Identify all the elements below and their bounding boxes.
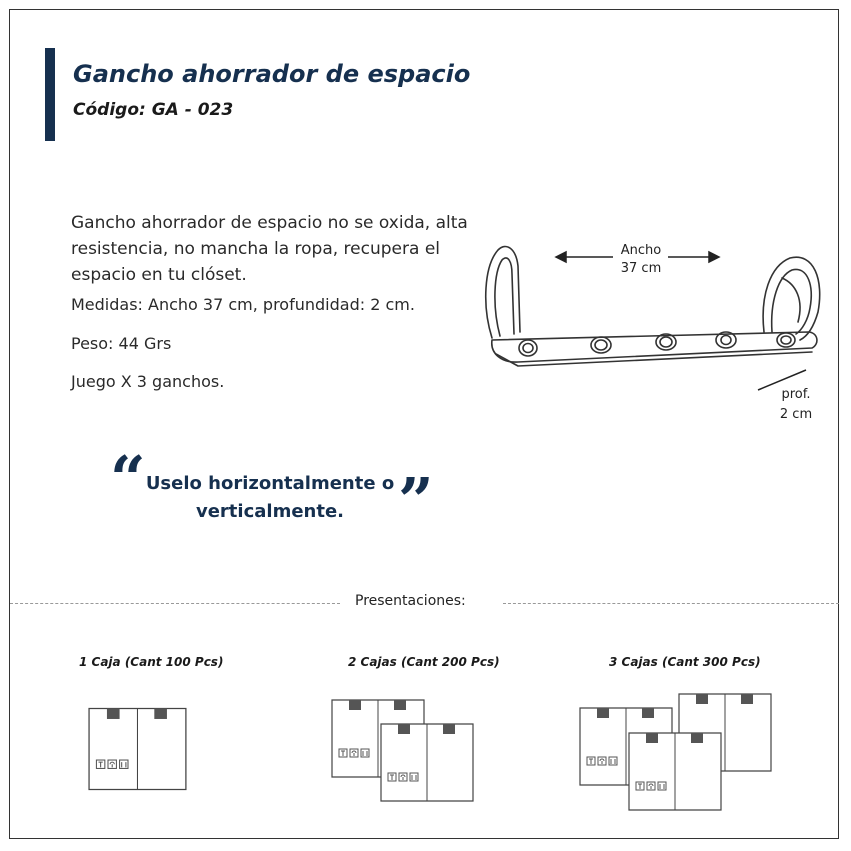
quote-close-mark: ”	[398, 464, 434, 537]
title-accent-bar	[45, 48, 55, 141]
divider-right	[503, 603, 839, 604]
product-code: Código: GA - 023	[73, 100, 234, 120]
measures-text: Medidas: Ancho 37 cm, profundidad: 2 cm.	[71, 295, 415, 314]
set-text: Juego X 3 ganchos.	[71, 372, 225, 391]
quote-open-mark: “	[110, 442, 146, 515]
product-title: Gancho ahorrador de espacio	[73, 60, 471, 88]
presentation-2-title: 2 Cajas (Cant 200 Pcs)	[348, 655, 500, 669]
divider-left	[10, 603, 340, 604]
box-1	[89, 708, 186, 789]
usage-quote: Uselo horizontalmente o verticalmente.	[145, 473, 395, 522]
presentation-3-title: 3 Cajas (Cant 300 Pcs)	[609, 655, 761, 669]
presentation-1-title: 1 Caja (Cant 100 Pcs)	[79, 655, 224, 669]
weight-text: Peso: 44 Grs	[71, 334, 172, 353]
product-description: Gancho ahorrador de espacio no se oxida, alta resistencia, no mancha la ropa, recupera el espacio en tu clóset.	[71, 213, 468, 285]
box-3c	[629, 733, 721, 810]
boxes-1-illustration	[88, 707, 188, 792]
boxes-2-illustration	[330, 698, 480, 803]
depth-value: 2 cm	[779, 407, 813, 422]
box-2b	[381, 724, 473, 801]
depth-label: prof.	[781, 387, 811, 402]
width-value: 37 cm	[620, 261, 662, 276]
boxes-3-illustration	[578, 692, 778, 812]
presentations-label: Presentaciones:	[355, 593, 466, 609]
width-label: Ancho	[620, 243, 662, 258]
